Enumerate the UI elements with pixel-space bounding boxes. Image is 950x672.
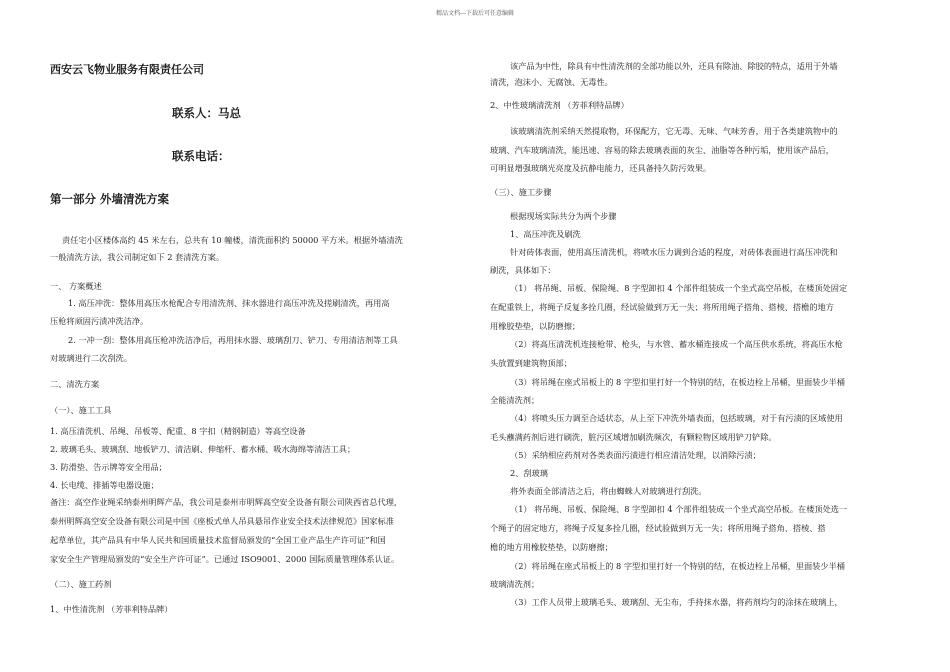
text-line: 1、中性清洗剂 （芳菲利特品牌） — [50, 604, 173, 614]
section-heading: （三）、施工步骤 — [490, 187, 552, 197]
text-line: 毛头蘸满药剂后进行刷洗，脏污区域增加刷洗频次，有颗粒物区域用铲刀铲除。 — [490, 432, 777, 442]
text-line: 备注：高空作业绳采纳泰州明辉产品，我公司是泰州市明辉高空安全设备有限公司陕西省总代理， — [50, 497, 403, 507]
text-line: 责任宅小区楼体高约 45 米左右，总共有 10 幢楼，清洗面积约 50000 平方米。根据外墙清洗 — [62, 235, 403, 245]
list-item: 2. 玻璃毛头、玻璃刮、地板铲刀、清洁刷、伸缩杆、蓄水桶、吸水海绵等清洁工具； — [50, 444, 356, 454]
list-item: 1. 高压清洗机、吊绳、吊板等、配重、8 字扣（精钢制造）等高空设备 — [50, 426, 306, 436]
text-line: （3）将吊绳在座式吊板上的 8 字型扣里打好一个特别的结，在板边栓上吊桶，里面装少半桶 — [510, 377, 845, 387]
section-heading: 2、中性玻璃清洗剂 （芳菲利特品牌） — [490, 100, 629, 110]
text-line: 清洗，泡沫小、无腐蚀、无毒性。 — [490, 77, 613, 87]
text-line: 家安全生产管理局颁发的“安全生产许可证”。已通过 ISO9001、2000 国际质量管理体系认证。 — [50, 554, 400, 564]
text-line: （4）将喷头压力调至合适状态，从上至下冲洗外墙表面，包括玻璃，对于有污渍的区域使用 — [510, 413, 843, 423]
text-line: 压枪将顽固污渍冲洗洁净。 — [50, 316, 149, 326]
text-line: 全能清洗剂； — [490, 395, 540, 405]
text-line: 1. 高压冲洗：整体用高压水枪配合专用清洗剂、抹水器进行高压冲洗及搓刷清洗，再用高 — [68, 298, 390, 308]
text-line: （2）将吊绳在座式吊板上的 8 字型扣里打好一个特别的结，在板边栓上吊桶，里面装少半桶 — [510, 561, 845, 571]
text-line: 檐的地方用橡胶垫垫，以防磨擦； — [490, 542, 613, 552]
part-title: 第一部分 外墙清洗方案 — [50, 192, 170, 206]
text-line: 将外表面全部清洁之后，将由蜘蛛人对玻璃进行刮洗。 — [510, 486, 707, 496]
text-line: 刷洗，具体如下： — [490, 265, 556, 275]
text-line: （1） 将吊绳、吊板、保险绳、8 字型卸扣 4 个部件组装成一个坐式高空吊板，在楼顶处固定 — [510, 283, 848, 293]
text-line: 针对砖体表面，使用高压清洗机，将喷水压力调到合适的程度，对砖体表面进行高压冲洗和 — [510, 247, 838, 257]
contact-phone: 联系电话： — [172, 149, 230, 163]
text-line: （1） 将吊绳、吊板、保险绳、8 字型卸扣 4 个部件组装成一个坐式高空吊板。在楼顶处选一 — [510, 504, 848, 514]
section-heading: 2、刮玻璃 — [510, 468, 548, 478]
text-line: 头放置到建筑物顶部； — [490, 358, 572, 368]
text-line: 起草单位，其产品具有中华人民共和国质量技术监督局颁发的“全国工业产品生产许可证”和国 — [50, 535, 386, 545]
text-line: 该玻璃清洗剂采纳天然提取物，环保配方，它无毒、无味、气味芳香，用于各类建筑物中的 — [510, 126, 838, 136]
list-item: 3. 防滑垫、告示牌等安全用品； — [50, 462, 167, 472]
page-header: 精品文档---下载后可任意编辑 — [435, 10, 515, 17]
section-heading: （一）、施工工具 — [50, 405, 112, 415]
company-name: 西安云飞物业服务有限责任公司 — [50, 63, 204, 76]
text-line: 可明显增强玻璃光亮度及抗静电能力，还具备持久防污效果。 — [490, 163, 712, 173]
section-heading: 一、 方案概述 — [50, 281, 102, 291]
text-line: 2. 一冲一刮：整体用高压枪冲洗洁净后，再用抹水器、玻璃刮刀、铲刀、专用清洁剂等工具 — [68, 335, 398, 345]
list-item: 4. 长电缆、排插等电器设施； — [50, 480, 159, 490]
section-heading: （二）、施工药剂 — [50, 579, 112, 589]
text-line: 泰州明辉高空安全设备有限公司是中国《座板式单人吊具悬吊作业安全技术法律规范》国家标准 — [50, 516, 394, 526]
text-line: （3）工作人员带上玻璃毛头、玻璃刮、无尘布，手持抹水器，将药剂均匀的涂抹在玻璃上， — [510, 597, 843, 607]
text-line: 用橡胶垫垫，以防磨擦； — [490, 321, 581, 331]
text-line: 玻璃、汽车玻璃清洗，能迅速、容易的除去玻璃表面的灰尘、油脂等各种污垢，使用该产品后， — [490, 145, 834, 155]
section-heading: 1、高压冲洗及刷洗 — [510, 229, 581, 239]
section-heading: 二、清洗方案 — [50, 379, 100, 389]
text-line: （2）将高压清洗机连接枪带、枪头，与水管、蓄水桶连接成一个高压供水系统，将高压水枪 — [510, 339, 843, 349]
text-line: 根据现场实际共分为两个步骤 — [510, 211, 617, 221]
text-line: 在配重铁上，将绳子反复多拴几圈，经试验做到万无一失；将所用绳子搭角、搭棱、搭檐的地方 — [490, 302, 834, 312]
text-line: （5）采纳相应药剂对各类表面污渍进行相应清洁处理，以消除污渍； — [510, 450, 761, 460]
text-line: 对玻璃进行二次刮洗。 — [50, 353, 132, 363]
text-line: 该产品为中性，除具有中性清洗剂的全部功能以外，还具有除油、除胶的特点，适用于外墙 — [510, 61, 838, 71]
text-line: 一般清洗方法，我公司制定如下 2 套清洗方案。 — [50, 252, 225, 262]
text-line: 玻璃清洗剂； — [490, 579, 540, 589]
text-line: 个绳子的固定地方，将绳子反复多拴几圈，经试验做到万无一失；将所用绳子搭角、搭棱、搭 — [490, 523, 826, 533]
contact-person: 联系人：马总 — [172, 106, 241, 120]
